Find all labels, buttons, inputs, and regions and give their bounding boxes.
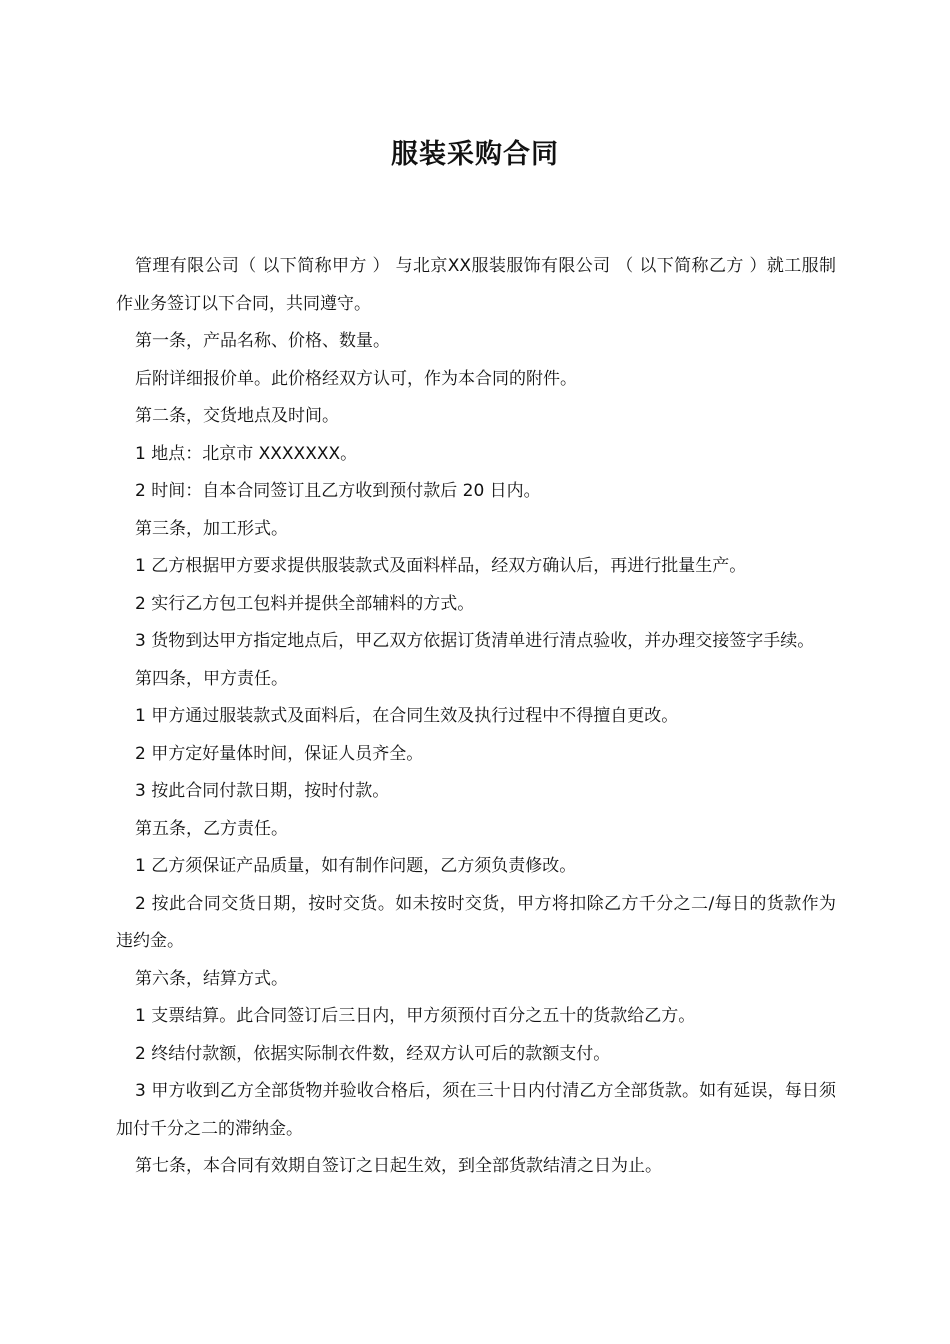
paragraph-article-2-heading: 第二条，交货地点及时间。 [135, 406, 339, 426]
document-title: 服装采购合同 [391, 139, 559, 170]
document-body [116, 248, 836, 1186]
paragraph-article-5-item-2: 2 按此合同交货日期，按时交货。如未按时交货，甲方将扣除乙方千分之二/每日的货款作为违约金。 [116, 893, 836, 951]
paragraph-article-3-item-1: 1 乙方根据甲方要求提供服装款式及面料样品，经双方确认后，再进行批量生产。 [135, 556, 747, 576]
paragraph-article-4-item-2: 2 甲方定好量体时间，保证人员齐全。 [135, 743, 424, 764]
paragraph-article-3-item-2: 2 实行乙方包工包料并提供全部辅料的方式。 [135, 593, 475, 614]
paragraph-article-5-heading: 第五条，乙方责任。 [135, 818, 288, 839]
paragraph-article-2-item-2: 2 时间：自本合同签订且乙方收到预付款后 20 日内。 [135, 481, 541, 501]
paragraph-article-4-item-1: 1 甲方通过服装款式及面料后，在合同生效及执行过程中不得擅自更改。 [135, 706, 679, 726]
paragraph-article-4-item-3: 3 按此合同付款日期，按时付款。 [135, 781, 390, 801]
paragraph-article-3-item-3: 3 货物到达甲方指定地点后，甲乙双方依据订货清单进行清点验收，并办理交接签字手续。 [135, 631, 815, 651]
paragraph-article-3-heading: 第三条，加工形式。 [135, 518, 288, 539]
paragraph-article-6-item-3: 3 甲方收到乙方全部货物并验收合格后，须在三十日内付清乙方全部货款。如有延误，每日须加付千分之二的滞纳金。 [116, 1081, 836, 1139]
paragraph-article-6-item-2: 2 终结付款额，依据实际制衣件数，经双方认可后的款额支付。 [135, 1043, 611, 1064]
paragraph-article-6-item-1: 1 支票结算。此合同签订后三日内，甲方须预付百分之五十的货款给乙方。 [135, 1006, 696, 1026]
paragraph-article-7: 第七条，本合同有效期自签订之日起生效，到全部货款结清之日为止。 [135, 1156, 662, 1176]
paragraph-article-5-item-1: 1 乙方须保证产品质量，如有制作问题，乙方须负责修改。 [135, 856, 577, 876]
paragraph-article-2-item-1: 1 地点：北京市 XXXXXXX。 [135, 443, 358, 464]
paragraph-article-4-heading: 第四条，甲方责任。 [135, 668, 288, 689]
paragraph-article-1-text: 后附详细报价单。此价格经双方认可，作为本合同的附件。 [135, 368, 577, 389]
paragraph-article-6-heading: 第六条，结算方式。 [135, 968, 288, 989]
paragraph-article-1-heading: 第一条，产品名称、价格、数量。 [135, 331, 390, 351]
paragraph-intro: 管理有限公司（ 以下简称甲方 ） 与北京XX服装服饰有限公司 （ 以下简称乙方 ）就工服制作业务签订以下合同，共同遵守。 [116, 256, 836, 314]
